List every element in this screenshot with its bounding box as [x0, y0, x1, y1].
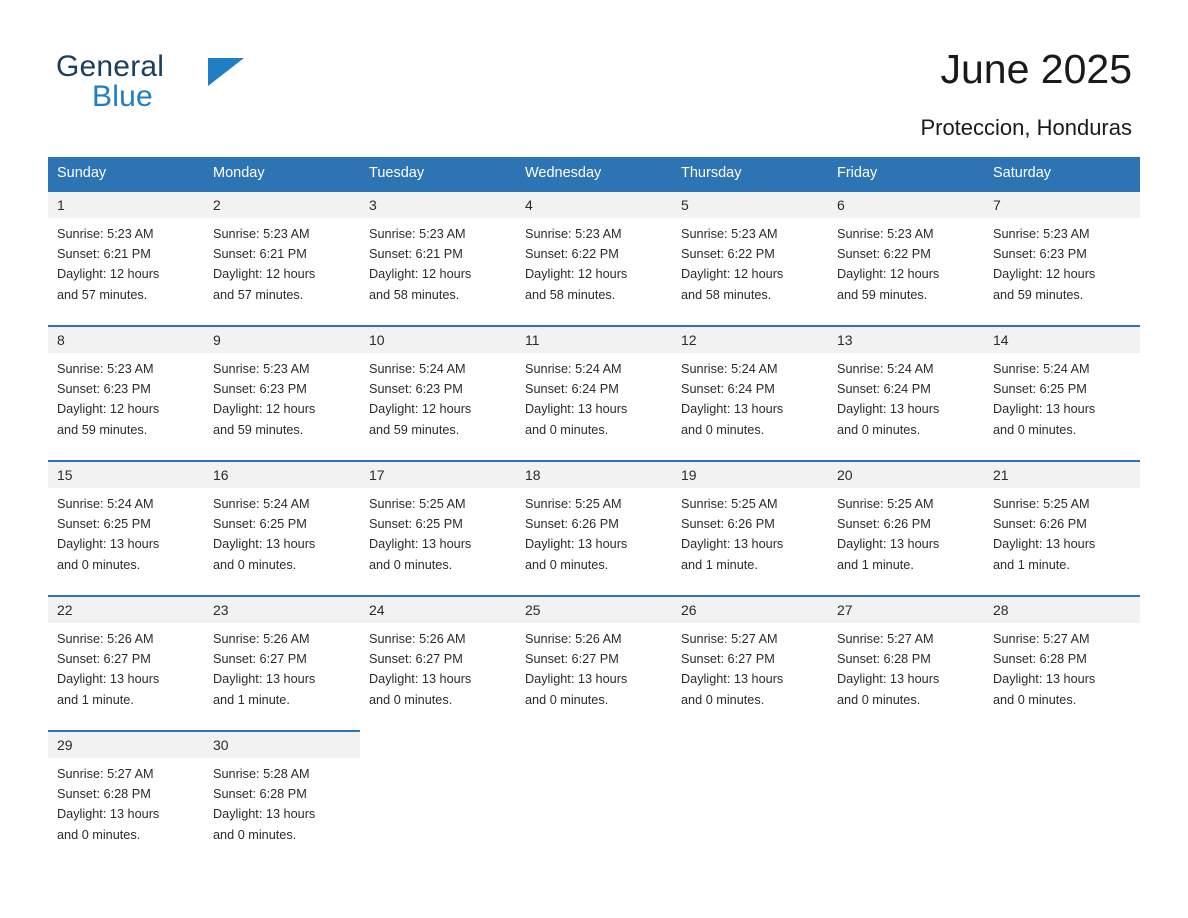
day-detail-line: Daylight: 12 hours [369, 267, 472, 282]
day-detail-line: Daylight: 12 hours [369, 402, 472, 417]
calendar-day-empty [516, 730, 672, 850]
day-detail-line: Sunset: 6:21 PM [369, 247, 463, 262]
day-detail-line: Daylight: 13 hours [213, 807, 316, 822]
day-detail-line: Sunrise: 5:26 AM [213, 632, 310, 646]
day-number [984, 732, 1140, 758]
day-detail-line: and 59 minutes. [57, 422, 148, 437]
day-number: 25 [516, 597, 672, 623]
day-detail-line: Sunset: 6:25 PM [369, 517, 463, 532]
day-detail-line: and 57 minutes. [57, 287, 148, 302]
day-details [516, 353, 672, 440]
day-detail-line: and 1 minute. [213, 692, 290, 707]
day-number: 18 [516, 462, 672, 488]
calendar-day[interactable] [360, 460, 516, 595]
calendar-day[interactable] [828, 460, 984, 595]
day-detail-line: and 0 minutes. [213, 557, 297, 572]
calendar-day[interactable] [204, 595, 360, 730]
day-detail-line: Sunrise: 5:23 AM [525, 227, 622, 241]
day-details [360, 218, 516, 305]
calendar-cell [672, 460, 828, 595]
weekday-header-tuesday: Tuesday [360, 157, 516, 190]
day-details [48, 623, 204, 710]
calendar-cell [48, 190, 204, 325]
day-details [360, 488, 516, 575]
day-number: 5 [672, 192, 828, 218]
weekday-header-friday: Friday [828, 157, 984, 190]
day-detail-line: Sunrise: 5:23 AM [213, 362, 310, 376]
day-detail-line: and 0 minutes. [993, 692, 1077, 707]
day-detail-line: and 0 minutes. [837, 422, 921, 437]
day-detail-line: Daylight: 13 hours [993, 402, 1096, 417]
calendar-cell [360, 190, 516, 325]
calendar-day[interactable] [516, 595, 672, 730]
day-detail-line: Sunrise: 5:27 AM [57, 767, 154, 781]
calendar-cell [204, 325, 360, 460]
calendar-cell [204, 460, 360, 595]
day-detail-line: Sunset: 6:28 PM [57, 787, 151, 802]
day-details [48, 218, 204, 305]
day-detail-line: Sunrise: 5:27 AM [681, 632, 778, 646]
day-details [48, 758, 204, 845]
day-details [672, 218, 828, 305]
day-detail-line: and 0 minutes. [993, 422, 1077, 437]
day-detail-line: Sunset: 6:22 PM [837, 247, 931, 262]
general-blue-logo [56, 52, 246, 114]
day-detail-line: and 1 minute. [57, 692, 134, 707]
calendar-day-empty [984, 730, 1140, 850]
calendar-cell [828, 325, 984, 460]
weekday-header-thursday: Thursday [672, 157, 828, 190]
calendar-cell [204, 730, 360, 850]
calendar-day[interactable] [48, 325, 204, 460]
day-detail-line: Sunrise: 5:24 AM [525, 362, 622, 376]
calendar-day[interactable] [516, 325, 672, 460]
calendar-cell [48, 595, 204, 730]
day-number: 29 [48, 732, 204, 758]
weekday-header-sunday: Sunday [48, 157, 204, 190]
day-number: 30 [204, 732, 360, 758]
day-detail-line: Sunset: 6:26 PM [681, 517, 775, 532]
day-detail-line: Daylight: 13 hours [681, 402, 784, 417]
calendar-day[interactable] [984, 190, 1140, 325]
calendar-day-empty [828, 730, 984, 850]
day-details [204, 353, 360, 440]
calendar-table [48, 157, 1140, 850]
day-detail-line: Sunrise: 5:27 AM [837, 632, 934, 646]
day-detail-line: Sunrise: 5:24 AM [369, 362, 466, 376]
calendar-day[interactable] [204, 190, 360, 325]
calendar-cell [984, 325, 1140, 460]
logo-text-blue: Blue [92, 80, 153, 113]
calendar-day[interactable] [204, 730, 360, 850]
day-detail-line: Sunset: 6:27 PM [213, 652, 307, 667]
day-detail-line: Sunrise: 5:25 AM [369, 497, 466, 511]
calendar-cell [48, 325, 204, 460]
calendar-cell [360, 595, 516, 730]
calendar-cell [828, 730, 984, 850]
calendar-day[interactable] [516, 460, 672, 595]
day-detail-line: Sunset: 6:24 PM [525, 382, 619, 397]
day-detail-line: Sunset: 6:21 PM [213, 247, 307, 262]
day-number: 8 [48, 327, 204, 353]
day-detail-line: Sunrise: 5:25 AM [837, 497, 934, 511]
day-detail-line: Sunset: 6:23 PM [57, 382, 151, 397]
day-detail-line: Sunrise: 5:23 AM [369, 227, 466, 241]
day-detail-line: and 59 minutes. [369, 422, 460, 437]
day-detail-line: Daylight: 13 hours [837, 672, 940, 687]
day-detail-line: Sunrise: 5:24 AM [57, 497, 154, 511]
day-detail-line: and 58 minutes. [525, 287, 616, 302]
day-details [516, 758, 672, 764]
calendar-cell [360, 325, 516, 460]
day-details [672, 623, 828, 710]
weekday-header-saturday: Saturday [984, 157, 1140, 190]
day-details [984, 758, 1140, 764]
day-detail-line: and 0 minutes. [57, 557, 141, 572]
day-details [360, 758, 516, 764]
day-details [828, 758, 984, 764]
day-detail-line: Sunset: 6:24 PM [837, 382, 931, 397]
day-detail-line: Sunrise: 5:24 AM [993, 362, 1090, 376]
day-detail-line: Sunrise: 5:26 AM [525, 632, 622, 646]
day-details [516, 488, 672, 575]
day-detail-line: Sunset: 6:26 PM [993, 517, 1087, 532]
day-number: 28 [984, 597, 1140, 623]
calendar-cell [828, 595, 984, 730]
day-number [828, 732, 984, 758]
day-detail-line: Sunset: 6:22 PM [681, 247, 775, 262]
day-detail-line: and 1 minute. [837, 557, 914, 572]
day-details [984, 488, 1140, 575]
day-number: 7 [984, 192, 1140, 218]
day-detail-line: Daylight: 13 hours [837, 537, 940, 552]
day-detail-line: and 0 minutes. [681, 692, 765, 707]
day-detail-line: and 1 minute. [681, 557, 758, 572]
day-number: 2 [204, 192, 360, 218]
day-detail-line: and 59 minutes. [993, 287, 1084, 302]
calendar-cell [828, 460, 984, 595]
day-detail-line: Sunset: 6:27 PM [681, 652, 775, 667]
day-number: 24 [360, 597, 516, 623]
calendar-week-row [48, 190, 1140, 325]
day-details [48, 488, 204, 575]
day-detail-line: Sunrise: 5:27 AM [993, 632, 1090, 646]
day-detail-line: Daylight: 12 hours [681, 267, 784, 282]
calendar-cell [672, 595, 828, 730]
day-detail-line: Daylight: 12 hours [57, 402, 160, 417]
day-detail-line: Sunset: 6:25 PM [213, 517, 307, 532]
day-number: 10 [360, 327, 516, 353]
day-number: 15 [48, 462, 204, 488]
day-number: 13 [828, 327, 984, 353]
page-header [0, 0, 1188, 152]
day-details [204, 488, 360, 575]
calendar-week-row [48, 730, 1140, 850]
day-detail-line: Sunrise: 5:25 AM [525, 497, 622, 511]
calendar-day[interactable] [48, 460, 204, 595]
calendar-day[interactable] [672, 460, 828, 595]
day-detail-line: and 0 minutes. [525, 692, 609, 707]
day-detail-line: Sunset: 6:27 PM [57, 652, 151, 667]
day-detail-line: Sunset: 6:28 PM [213, 787, 307, 802]
day-detail-line: Sunset: 6:27 PM [369, 652, 463, 667]
day-detail-line: and 0 minutes. [681, 422, 765, 437]
calendar-body [48, 190, 1140, 850]
calendar-day[interactable] [204, 460, 360, 595]
day-detail-line: Sunrise: 5:23 AM [837, 227, 934, 241]
calendar-cell [516, 460, 672, 595]
day-detail-line: Daylight: 12 hours [57, 267, 160, 282]
calendar-cell [204, 190, 360, 325]
calendar-day[interactable] [48, 595, 204, 730]
calendar-cell [672, 190, 828, 325]
day-details [984, 353, 1140, 440]
day-detail-line: Sunset: 6:26 PM [525, 517, 619, 532]
day-detail-line: and 57 minutes. [213, 287, 304, 302]
day-number: 22 [48, 597, 204, 623]
logo-text-general: General [56, 50, 165, 83]
day-number: 26 [672, 597, 828, 623]
weekday-header-row [48, 157, 1140, 190]
day-detail-line: Sunrise: 5:25 AM [993, 497, 1090, 511]
day-detail-line: Daylight: 13 hours [369, 672, 472, 687]
day-detail-line: Sunset: 6:28 PM [837, 652, 931, 667]
day-details [828, 488, 984, 575]
day-number: 14 [984, 327, 1140, 353]
calendar-day[interactable] [48, 190, 204, 325]
calendar-day[interactable] [672, 190, 828, 325]
day-details [516, 623, 672, 710]
day-detail-line: Daylight: 13 hours [681, 537, 784, 552]
calendar-cell [48, 460, 204, 595]
calendar-cell [984, 595, 1140, 730]
day-detail-line: Sunrise: 5:23 AM [681, 227, 778, 241]
day-detail-line: and 0 minutes. [525, 422, 609, 437]
day-detail-line: Sunset: 6:24 PM [681, 382, 775, 397]
calendar-cell [360, 730, 516, 850]
calendar-cell [516, 190, 672, 325]
day-detail-line: Sunrise: 5:23 AM [57, 362, 154, 376]
calendar-cell [828, 190, 984, 325]
calendar-cell [360, 460, 516, 595]
day-details [204, 758, 360, 845]
day-number: 19 [672, 462, 828, 488]
calendar-day-empty [672, 730, 828, 850]
day-detail-line: Sunrise: 5:23 AM [993, 227, 1090, 241]
calendar-cell [672, 730, 828, 850]
day-detail-line: Sunset: 6:21 PM [57, 247, 151, 262]
logo-triangle-icon [208, 58, 244, 86]
calendar-day-empty [360, 730, 516, 850]
calendar-day[interactable] [672, 325, 828, 460]
day-number: 27 [828, 597, 984, 623]
day-detail-line: and 0 minutes. [837, 692, 921, 707]
day-detail-line: Sunrise: 5:23 AM [213, 227, 310, 241]
day-number: 11 [516, 327, 672, 353]
day-detail-line: and 58 minutes. [681, 287, 772, 302]
day-detail-line: Sunrise: 5:26 AM [57, 632, 154, 646]
day-detail-line: Daylight: 13 hours [681, 672, 784, 687]
day-number [672, 732, 828, 758]
location-subtitle: Proteccion, Honduras [920, 115, 1132, 140]
calendar-day[interactable] [984, 595, 1140, 730]
day-details [672, 488, 828, 575]
day-details [204, 218, 360, 305]
day-detail-line: Sunset: 6:23 PM [213, 382, 307, 397]
day-detail-line: and 58 minutes. [369, 287, 460, 302]
day-detail-line: and 0 minutes. [369, 692, 453, 707]
day-detail-line: Sunset: 6:25 PM [993, 382, 1087, 397]
calendar-day[interactable] [828, 595, 984, 730]
day-details [672, 758, 828, 764]
day-detail-line: Daylight: 13 hours [837, 402, 940, 417]
calendar-week-row [48, 325, 1140, 460]
day-detail-line: Daylight: 13 hours [525, 402, 628, 417]
day-detail-line: Sunrise: 5:25 AM [681, 497, 778, 511]
day-number: 1 [48, 192, 204, 218]
day-details [984, 218, 1140, 305]
day-detail-line: Sunset: 6:25 PM [57, 517, 151, 532]
day-details [516, 218, 672, 305]
day-details [204, 623, 360, 710]
day-detail-line: Sunrise: 5:23 AM [57, 227, 154, 241]
day-details [828, 623, 984, 710]
day-detail-line: and 0 minutes. [213, 827, 297, 842]
calendar-day[interactable] [984, 460, 1140, 595]
day-detail-line: Daylight: 13 hours [57, 672, 160, 687]
day-number: 3 [360, 192, 516, 218]
day-details [828, 353, 984, 440]
calendar-day[interactable] [516, 190, 672, 325]
day-detail-line: Daylight: 13 hours [57, 807, 160, 822]
day-number: 4 [516, 192, 672, 218]
day-detail-line: Daylight: 12 hours [213, 267, 316, 282]
day-number: 12 [672, 327, 828, 353]
day-detail-line: and 0 minutes. [369, 557, 453, 572]
day-detail-line: Sunset: 6:28 PM [993, 652, 1087, 667]
calendar-week-row [48, 595, 1140, 730]
day-detail-line: and 1 minute. [993, 557, 1070, 572]
calendar-day[interactable] [360, 325, 516, 460]
day-detail-line: Daylight: 13 hours [213, 672, 316, 687]
calendar-day[interactable] [204, 325, 360, 460]
day-number [516, 732, 672, 758]
day-detail-line: and 59 minutes. [837, 287, 928, 302]
day-number: 6 [828, 192, 984, 218]
day-detail-line: Daylight: 12 hours [525, 267, 628, 282]
day-detail-line: Daylight: 12 hours [213, 402, 316, 417]
day-details [672, 353, 828, 440]
calendar-cell [672, 325, 828, 460]
day-detail-line: and 59 minutes. [213, 422, 304, 437]
day-detail-line: Sunset: 6:27 PM [525, 652, 619, 667]
calendar-day[interactable] [828, 190, 984, 325]
calendar-cell [984, 190, 1140, 325]
calendar-day[interactable] [984, 325, 1140, 460]
calendar-day[interactable] [48, 730, 204, 850]
day-details [984, 623, 1140, 710]
day-detail-line: Daylight: 13 hours [525, 537, 628, 552]
day-detail-line: Sunset: 6:23 PM [993, 247, 1087, 262]
day-detail-line: Sunset: 6:26 PM [837, 517, 931, 532]
day-details [360, 623, 516, 710]
day-detail-line: Daylight: 12 hours [993, 267, 1096, 282]
calendar-day[interactable] [360, 190, 516, 325]
day-number: 23 [204, 597, 360, 623]
day-detail-line: and 0 minutes. [57, 827, 141, 842]
day-details [48, 353, 204, 440]
day-number [360, 732, 516, 758]
day-detail-line: Sunrise: 5:24 AM [837, 362, 934, 376]
day-detail-line: Daylight: 13 hours [525, 672, 628, 687]
day-detail-line: Sunrise: 5:26 AM [369, 632, 466, 646]
day-number: 17 [360, 462, 516, 488]
day-detail-line: Sunrise: 5:24 AM [681, 362, 778, 376]
day-detail-line: and 0 minutes. [525, 557, 609, 572]
calendar-day[interactable] [672, 595, 828, 730]
day-detail-line: Sunrise: 5:24 AM [213, 497, 310, 511]
day-number: 9 [204, 327, 360, 353]
day-details [828, 218, 984, 305]
calendar-cell [984, 460, 1140, 595]
calendar-cell [516, 595, 672, 730]
page-title: June 2025 [940, 46, 1132, 92]
day-detail-line: Daylight: 13 hours [993, 672, 1096, 687]
day-detail-line: Daylight: 13 hours [57, 537, 160, 552]
calendar-cell [48, 730, 204, 850]
day-details [360, 353, 516, 440]
day-number: 21 [984, 462, 1140, 488]
weekday-header-monday: Monday [204, 157, 360, 190]
weekday-header-wednesday: Wednesday [516, 157, 672, 190]
day-detail-line: Sunset: 6:23 PM [369, 382, 463, 397]
day-detail-line: Sunrise: 5:28 AM [213, 767, 310, 781]
day-detail-line: Daylight: 13 hours [369, 537, 472, 552]
calendar-cell [984, 730, 1140, 850]
calendar-day[interactable] [360, 595, 516, 730]
day-detail-line: Daylight: 13 hours [993, 537, 1096, 552]
calendar-day[interactable] [828, 325, 984, 460]
calendar-cell [516, 730, 672, 850]
day-number: 16 [204, 462, 360, 488]
calendar-week-row [48, 460, 1140, 595]
day-detail-line: Daylight: 12 hours [837, 267, 940, 282]
day-detail-line: Daylight: 13 hours [213, 537, 316, 552]
calendar-cell [516, 325, 672, 460]
calendar-cell [204, 595, 360, 730]
day-detail-line: Sunset: 6:22 PM [525, 247, 619, 262]
day-number: 20 [828, 462, 984, 488]
